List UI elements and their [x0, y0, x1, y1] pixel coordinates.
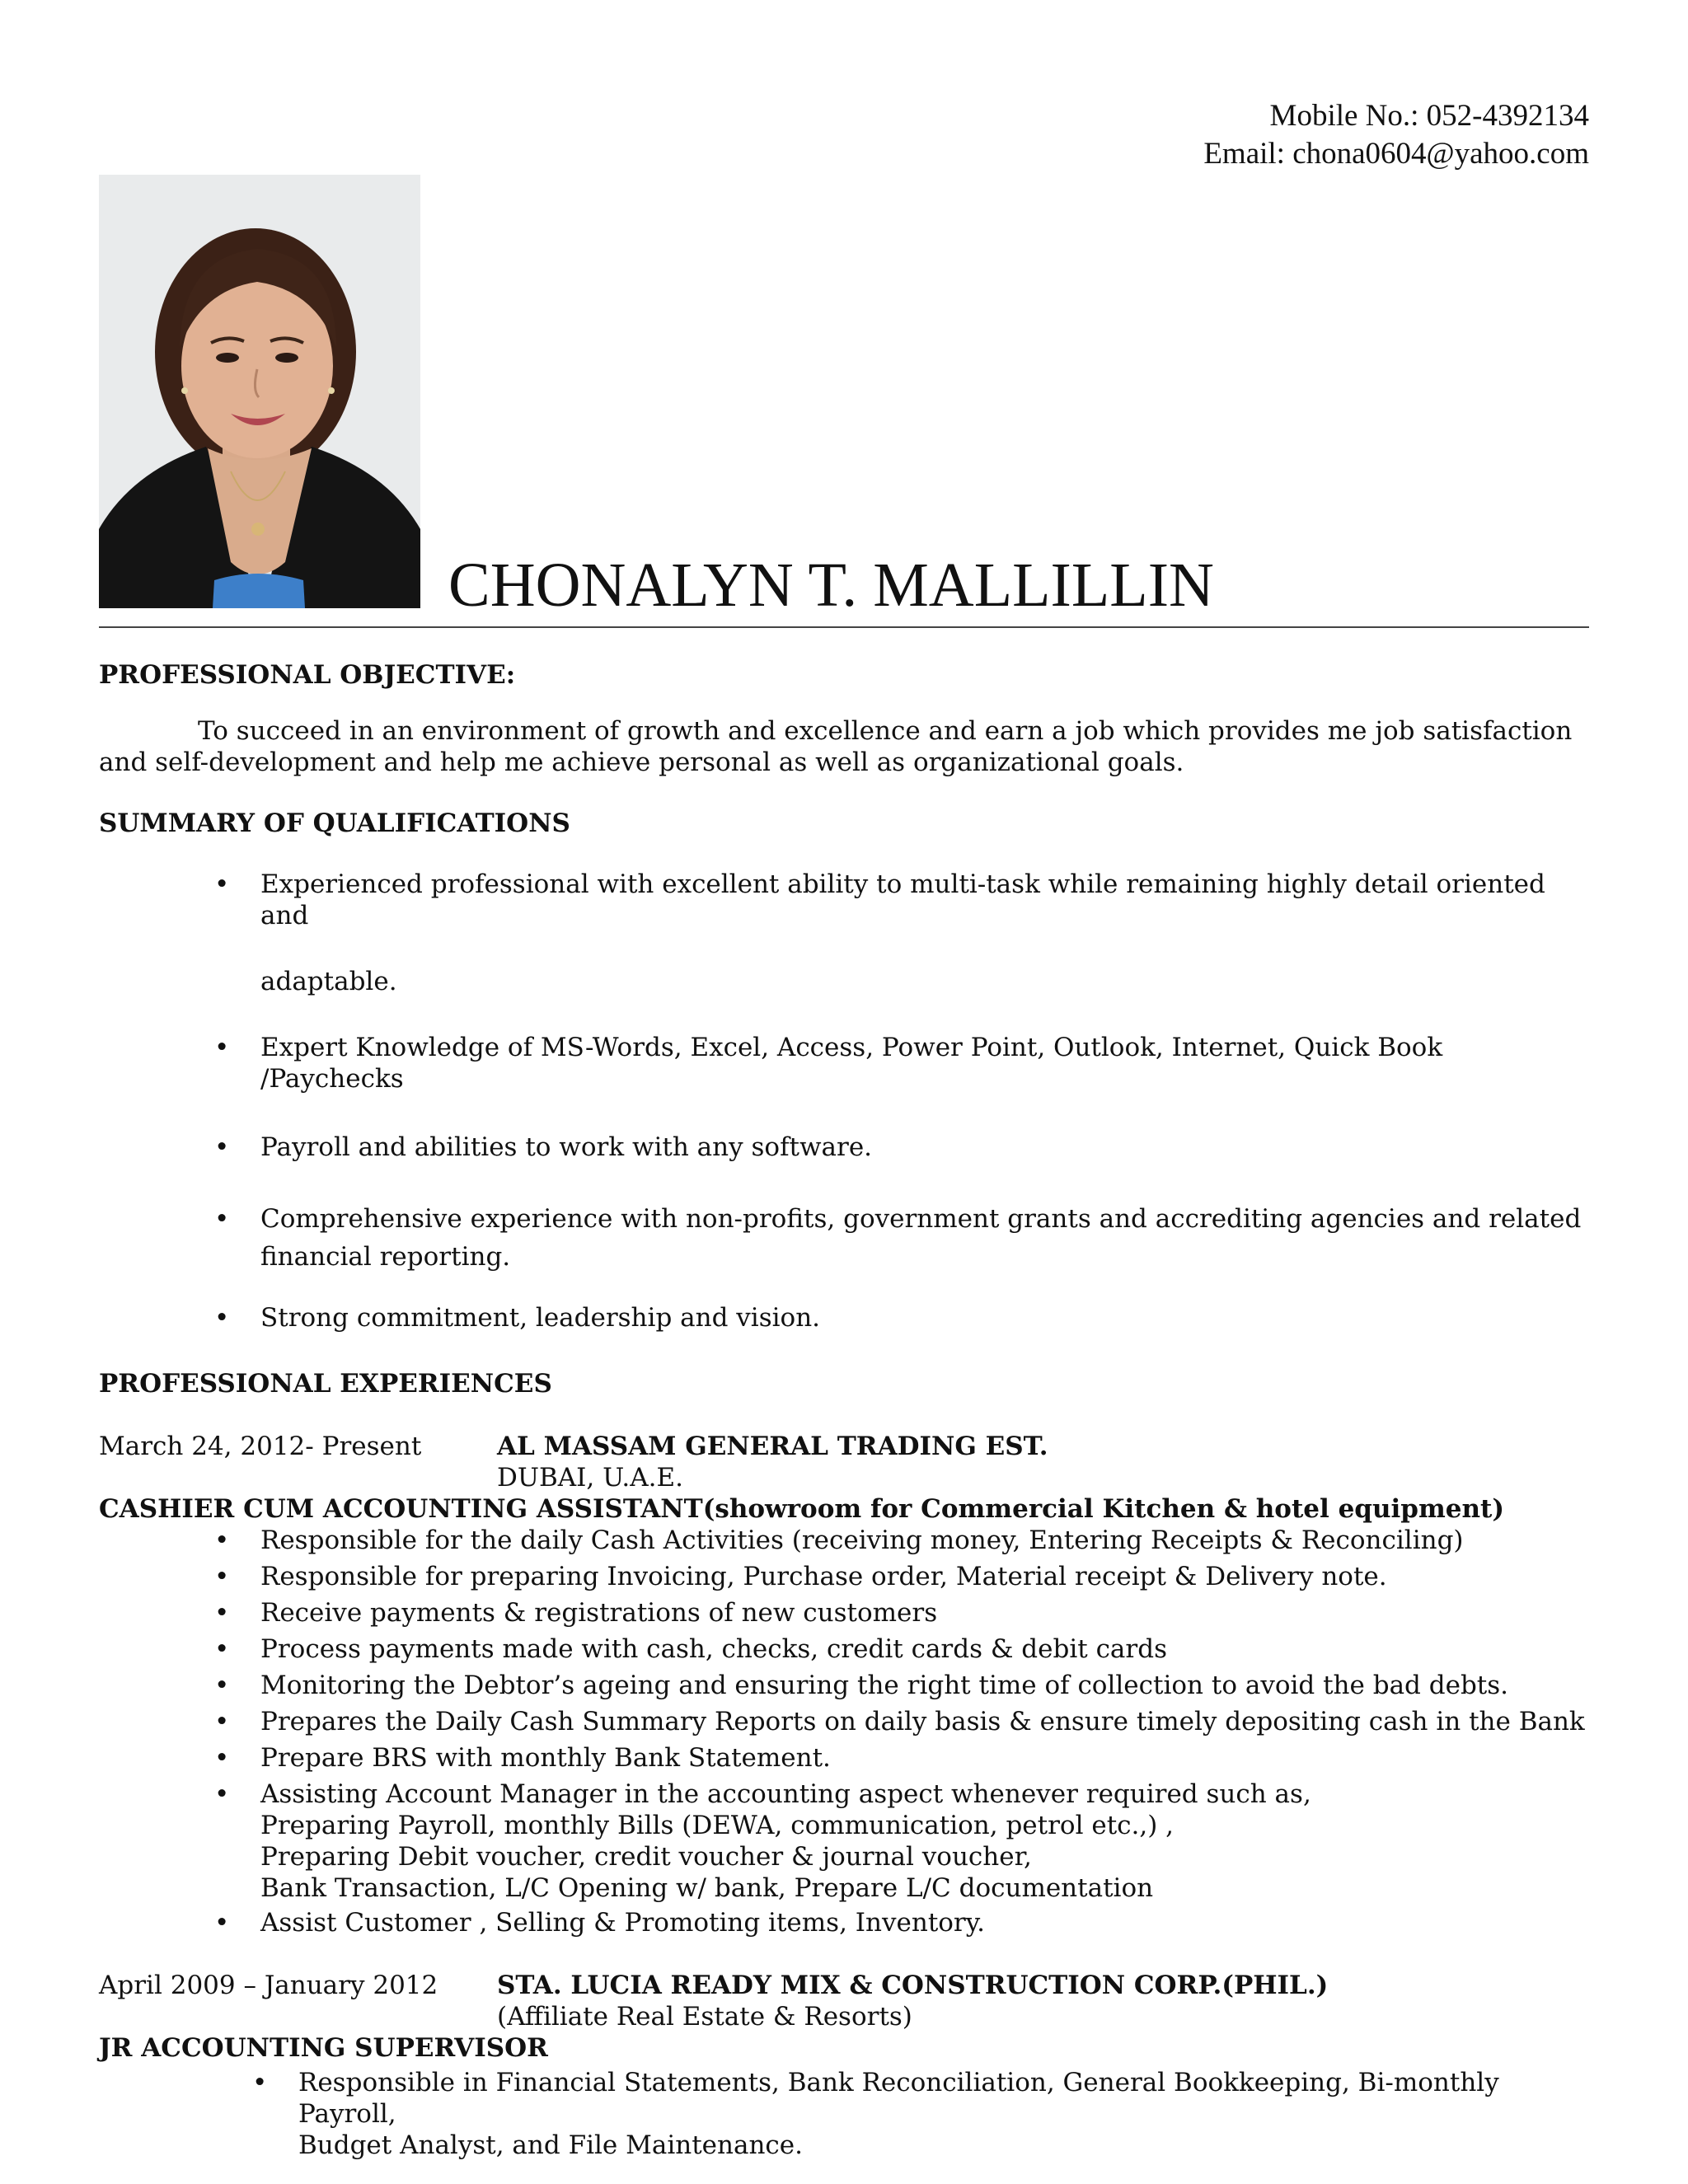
- duty-text: Receive payments & registrations of new customers: [260, 1598, 938, 1628]
- bullet-icon: •: [214, 1908, 230, 1938]
- duty-text: Prepare BRS with monthly Bank Statement.: [260, 1743, 831, 1773]
- company-location: (Affiliate Real Estate & Resorts): [497, 2002, 912, 2032]
- bullet-icon: •: [214, 1204, 230, 1234]
- duty-text: Bank Transaction, L/C Opening w/ bank, Prepare L/C documentation: [260, 1873, 1154, 1903]
- experience-entry: [99, 1431, 1591, 1938]
- name-divider: [99, 626, 1589, 628]
- list-item: [99, 1779, 1591, 1904]
- bullet-icon: •: [214, 869, 230, 899]
- duty-text: Monitoring the Debtor’s ageing and ensuring the right time of collection to avoid the bad debts.: [260, 1671, 1509, 1700]
- list-item: [99, 1200, 1591, 1276]
- list-item: [99, 1633, 1591, 1665]
- duties-list: [99, 1525, 1591, 1938]
- profile-photo: [99, 175, 420, 608]
- qualification-text: financial reporting.: [260, 1242, 511, 1272]
- list-item: [99, 1597, 1591, 1629]
- list-item: [99, 2067, 1591, 2161]
- experience-date: March 24, 2012- Present: [99, 1432, 422, 1461]
- email-address: Email: chona0604@yahoo.com: [1203, 137, 1589, 171]
- experience-date: April 2009 – January 2012: [99, 1971, 438, 2000]
- list-item: [99, 1742, 1591, 1774]
- bullet-icon: •: [214, 1562, 230, 1591]
- qualification-text: Comprehensive experience with non-profits, government grants and accrediting agencies and related: [260, 1204, 1582, 1234]
- company-name: AL MASSAM GENERAL TRADING EST.: [497, 1432, 1048, 1461]
- qualifications-list: [99, 869, 1591, 1333]
- duty-text: Preparing Debit voucher, credit voucher & journal voucher,: [260, 1842, 1032, 1872]
- job-title: CASHIER CUM ACCOUNTING ASSISTANT(showroom for Commercial Kitchen & hotel equipment): [99, 1494, 1505, 1524]
- list-item: [99, 869, 1591, 931]
- job-title: JR ACCOUNTING SUPERVISOR: [99, 2033, 548, 2063]
- list-item: [99, 1132, 1591, 1163]
- bullet-icon: •: [214, 1779, 230, 1809]
- company-name: STA. LUCIA READY MIX & CONSTRUCTION CORP.(PHIL.): [497, 1971, 1329, 2000]
- bullet-icon: •: [214, 1671, 230, 1700]
- list-item: [99, 1706, 1591, 1737]
- duty-text: Budget Analyst, and File Maintenance.: [298, 2130, 803, 2160]
- bullet-icon: •: [214, 1132, 230, 1162]
- candidate-name: CHONALYN T. MALLILLIN: [448, 551, 1214, 620]
- bullet-icon: •: [252, 2068, 268, 2097]
- bullet-icon: •: [214, 1033, 230, 1062]
- list-item: [99, 1670, 1591, 1701]
- duty-text: Responsible for the daily Cash Activities (receiving money, Entering Receipts & Reconciling): [260, 1526, 1464, 1555]
- list-item: [99, 1561, 1591, 1592]
- duties-list: [99, 2067, 1591, 2161]
- qualification-text: Payroll and abilities to work with any software.: [260, 1132, 873, 1162]
- bullet-icon: •: [214, 1707, 230, 1736]
- objective-heading: PROFESSIONAL OBJECTIVE:: [99, 660, 516, 690]
- list-item: [99, 1302, 1591, 1333]
- duty-text: Responsible for preparing Invoicing, Purchase order, Material receipt & Delivery note.: [260, 1562, 1387, 1591]
- list-item: [99, 1907, 1591, 1938]
- duty-text: Prepares the Daily Cash Summary Reports on daily basis & ensure timely depositing cash in the Bank: [260, 1707, 1585, 1736]
- duty-text: Preparing Payroll, monthly Bills (DEWA, communication, petrol etc.,) ,: [260, 1811, 1175, 1840]
- bullet-icon: •: [214, 1598, 230, 1628]
- bullet-icon: •: [214, 1743, 230, 1773]
- bullet-icon: •: [214, 1303, 230, 1333]
- duty-text: Assist Customer , Selling & Promoting items, Inventory.: [260, 1908, 986, 1938]
- bullet-icon: •: [214, 1526, 230, 1555]
- list-item: [99, 1525, 1591, 1556]
- experience-header: [99, 1970, 1591, 2001]
- profile-photo-illustration: [99, 175, 420, 608]
- duty-text: Responsible in Financial Statements, Bank Reconciliation, General Bookkeeping, Bi-monthly Payroll,: [298, 2068, 1499, 2129]
- duty-text: Process payments made with cash, checks, credit cards & debit cards: [260, 1634, 1167, 1664]
- contact-block: [1203, 97, 1589, 173]
- qualifications-heading: SUMMARY OF QUALIFICATIONS: [99, 808, 570, 838]
- duty-text: Assisting Account Manager in the accounting aspect whenever required such as,: [260, 1779, 1311, 1809]
- qualification-text: Strong commitment, leadership and vision.: [260, 1303, 821, 1333]
- resume-content: [99, 659, 1591, 2161]
- qualification-text: adaptable.: [260, 967, 397, 996]
- objective-text: To succeed in an environment of growth and excellence and earn a job which provides me job satisfaction and self-development and help me achieve personal as well as organizational goals.: [99, 716, 1573, 777]
- list-item: [99, 966, 1591, 997]
- experiences-heading: PROFESSIONAL EXPERIENCES: [99, 1369, 552, 1399]
- list-item: [99, 1032, 1591, 1094]
- qualification-text: Expert Knowledge of MS-Words, Excel, Access, Power Point, Outlook, Internet, Quick Book /Paychecks: [260, 1033, 1443, 1094]
- mobile-number: Mobile No.: 052-4392134: [1269, 99, 1589, 133]
- bullet-icon: •: [214, 1634, 230, 1664]
- experience-header: [99, 1431, 1591, 1462]
- company-location: DUBAI, U.A.E.: [497, 1463, 683, 1493]
- experience-entry: [99, 1970, 1591, 2161]
- qualification-text: Experienced professional with excellent ability to multi-task while remaining highly detail oriented and: [260, 869, 1545, 930]
